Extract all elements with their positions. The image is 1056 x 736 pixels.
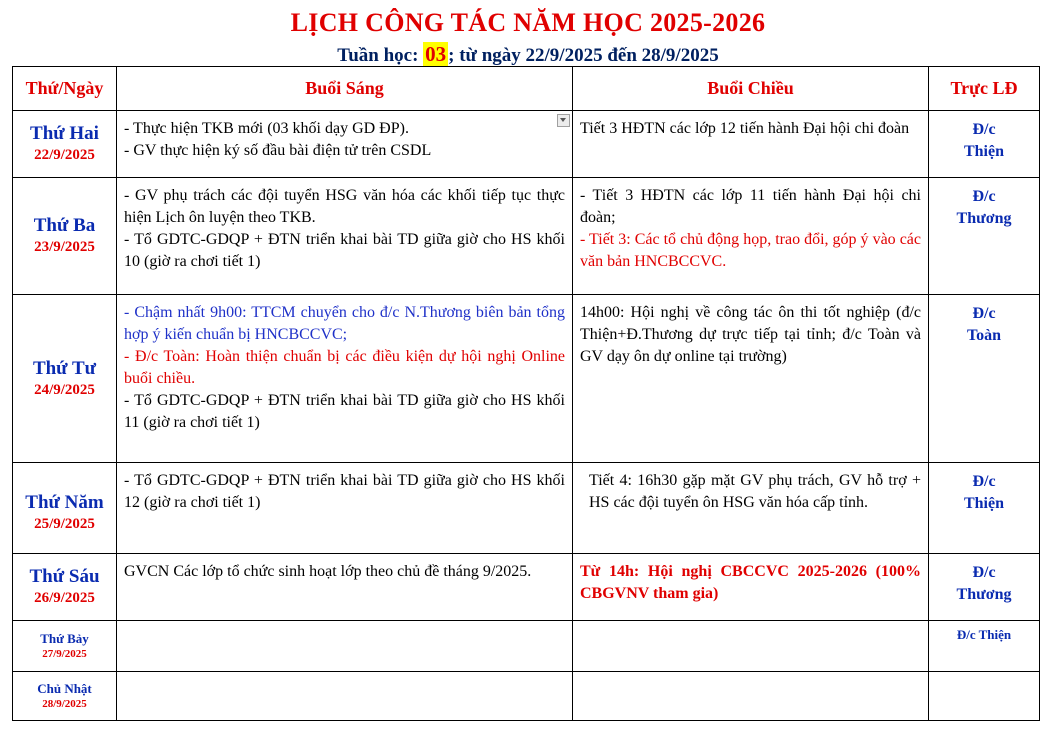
duty-cell bbox=[929, 621, 1040, 672]
col-header-afternoon: Buổi Chiều bbox=[573, 67, 929, 111]
week-number: 03 bbox=[425, 42, 447, 66]
table-header-row bbox=[13, 67, 1040, 111]
morning-cell bbox=[117, 621, 573, 672]
duty-title: Đ/c bbox=[972, 473, 996, 490]
table-row bbox=[13, 621, 1040, 672]
duty-person: Thương bbox=[956, 586, 1012, 603]
morning-item: - Tổ GDTC-GDQP + ĐTN triển khai bài TD giữa giờ cho HS khối 10 (giờ ra chơi tiết 1) bbox=[124, 231, 565, 270]
table-row bbox=[13, 672, 1040, 721]
morning-cell bbox=[117, 672, 573, 721]
day-date: 24/9/2025 bbox=[34, 381, 95, 398]
duty-cell bbox=[929, 672, 1040, 721]
morning-item: - Tổ GDTC-GDQP + ĐTN triển khai bài TD giữa giờ cho HS khối 12 (giờ ra chơi tiết 1) bbox=[124, 472, 565, 511]
col-header-day: Thứ/Ngày bbox=[13, 67, 117, 111]
duty-cell bbox=[929, 178, 1040, 295]
morning-cell bbox=[117, 554, 573, 621]
table-row bbox=[13, 178, 1040, 295]
duty-cell bbox=[929, 111, 1040, 178]
duty-person: Thiện bbox=[963, 143, 1004, 160]
day-date: 23/9/2025 bbox=[34, 239, 95, 255]
morning-item: - GV thực hiện ký số đầu bài điện tử trên CSDL bbox=[124, 142, 432, 159]
duty-person: Thiện bbox=[963, 495, 1004, 512]
day-cell bbox=[13, 178, 117, 295]
day-name: Thứ Sáu bbox=[29, 566, 100, 587]
afternoon-item: Tiết 3 HĐTN các lớp 12 tiến hành Đại hội chi đoàn bbox=[580, 120, 910, 137]
day-date: 25/9/2025 bbox=[34, 516, 95, 532]
morning-item: GVCN Các lớp tổ chức sinh hoạt lớp theo chủ đề tháng 9/2025. bbox=[124, 563, 532, 580]
day-cell bbox=[13, 672, 117, 721]
afternoon-cell bbox=[573, 111, 929, 178]
day-name: Thứ Năm bbox=[25, 492, 104, 513]
morning-item: - Tổ GDTC-GDQP + ĐTN triển khai bài TD giữa giờ cho HS khối 11 (giờ ra chơi tiết 1) bbox=[124, 392, 565, 431]
week-label: Tuần học: bbox=[337, 45, 424, 66]
afternoon-cell bbox=[573, 463, 929, 554]
morning-cell bbox=[117, 463, 573, 554]
day-name: Thứ Bảy bbox=[40, 631, 89, 646]
day-cell bbox=[13, 295, 117, 463]
day-name: Chủ Nhật bbox=[37, 681, 92, 696]
date-range: ; từ ngày 22/9/2025 đến 28/9/2025 bbox=[448, 45, 719, 66]
col-header-morning: Buổi Sáng bbox=[117, 67, 573, 111]
week-subtitle bbox=[0, 42, 1056, 67]
afternoon-cell bbox=[573, 554, 929, 621]
afternoon-cell bbox=[573, 295, 929, 463]
day-name: Thứ Hai bbox=[30, 123, 99, 144]
duty-person: Đ/c Thiện bbox=[956, 627, 1012, 642]
morning-cell bbox=[117, 295, 573, 463]
duty-person: Toàn bbox=[966, 327, 1002, 344]
table-row bbox=[13, 554, 1040, 621]
duty-cell bbox=[929, 554, 1040, 621]
day-name: Thứ Tư bbox=[32, 357, 97, 379]
day-cell bbox=[13, 463, 117, 554]
duty-cell bbox=[929, 295, 1040, 463]
afternoon-cell bbox=[573, 672, 929, 721]
afternoon-cell bbox=[573, 178, 929, 295]
page-title: LỊCH CÔNG TÁC NĂM HỌC 2025-2026 bbox=[290, 8, 766, 37]
afternoon-item: 14h00: Hội nghị về công tác ôn thi tốt nghiệp (đ/c Thiện+Đ.Thương dự trực tiếp tại tỉnh; đ/c Toàn và GV dạy ôn dự online tại trường) bbox=[580, 304, 921, 365]
afternoon-item: Từ 14h: Hội nghị CBCCVC 2025-2026 (100% CBGVNV tham gia) bbox=[580, 563, 921, 602]
duty-title: Đ/c bbox=[972, 188, 996, 205]
day-date: 22/9/2025 bbox=[34, 147, 95, 163]
table-row bbox=[13, 463, 1040, 554]
day-name: Thứ Ba bbox=[33, 215, 96, 236]
duty-title: Đ/c bbox=[972, 564, 996, 581]
morning-item: - Chậm nhất 9h00: TTCM chuyển cho đ/c N.Thương biên bản tổng hợp ý kiến chuẩn bị HNCBCCVC; bbox=[124, 304, 565, 343]
duty-person: Thương bbox=[956, 210, 1012, 227]
morning-item: - GV phụ trách các đội tuyển HSG văn hóa các khối tiếp tục thực hiện Lịch ôn luyện theo TKB. bbox=[124, 187, 565, 226]
afternoon-item: - Tiết 3: Các tổ chủ động họp, trao đổi, góp ý vào các văn bản HNCBCCVC. bbox=[580, 231, 921, 270]
morning-cell[interactable] bbox=[117, 111, 573, 178]
day-cell bbox=[13, 554, 117, 621]
afternoon-item: Tiết 4: 16h30 gặp mặt GV phụ trách, GV hỗ trợ + HS các đội tuyển ôn HSG văn hóa cấp tỉnh. bbox=[589, 472, 921, 511]
col-header-duty: Trực LĐ bbox=[929, 67, 1040, 111]
table-row bbox=[13, 295, 1040, 463]
day-date: 28/9/2025 bbox=[42, 698, 87, 710]
day-date: 27/9/2025 bbox=[42, 648, 87, 660]
morning-cell bbox=[117, 178, 573, 295]
afternoon-item: - Tiết 3 HĐTN các lớp 11 tiến hành Đại hội chi đoàn; bbox=[580, 187, 921, 226]
table-row bbox=[13, 111, 1040, 178]
morning-item: - Đ/c Toàn: Hoàn thiện chuẩn bị các điều kiện dự hội nghị Online buổi chiều. bbox=[124, 348, 565, 387]
dropdown-arrow-icon[interactable] bbox=[557, 114, 570, 127]
day-cell bbox=[13, 111, 117, 178]
duty-cell bbox=[929, 463, 1040, 554]
duty-title: Đ/c bbox=[972, 121, 996, 138]
day-date: 26/9/2025 bbox=[34, 590, 95, 606]
afternoon-cell bbox=[573, 621, 929, 672]
duty-title: Đ/c bbox=[972, 305, 996, 322]
day-cell bbox=[13, 621, 117, 672]
schedule-table bbox=[12, 66, 1040, 721]
morning-item: - Thực hiện TKB mới (03 khối dạy GD ĐP). bbox=[124, 120, 409, 137]
